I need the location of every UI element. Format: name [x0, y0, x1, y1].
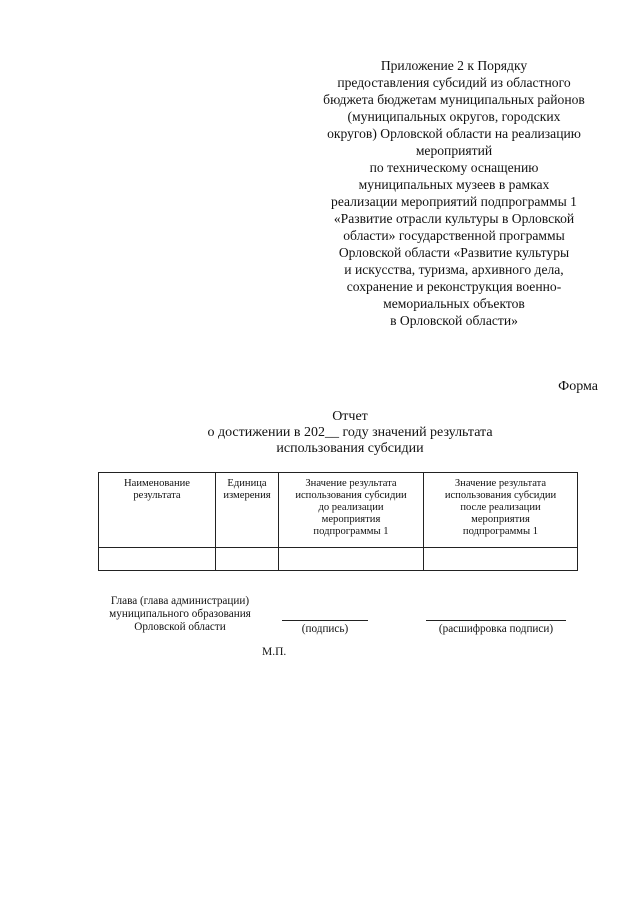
report-title-line: использования субсидии	[276, 441, 424, 456]
appendix-line: Приложение 2 к Порядку	[380, 58, 528, 73]
appendix-line: (муниципальных округов, городских	[347, 109, 561, 124]
appendix-heading	[300, 57, 608, 329]
signature-decoding-caption: (расшифровка подписи)	[438, 623, 554, 635]
appendix-line: муниципальных музеев в рамках	[358, 177, 550, 192]
appendix-line: и искусства, туризма, архивного дела,	[344, 262, 564, 277]
report-title	[150, 409, 550, 457]
appendix-line: по техническому оснащению	[369, 160, 539, 175]
results-table	[98, 472, 578, 571]
header-value-before: Значение результата использования субсидии до реализации мероприятия подпрограммы 1	[279, 473, 424, 548]
table-cell[interactable]	[99, 548, 216, 571]
appendix-line: реализации мероприятий подпрограммы 1	[331, 194, 577, 209]
signatory-line: Глава (глава администрации)	[110, 595, 250, 607]
signature-line[interactable]	[282, 620, 368, 621]
stamp-place: М.П.	[262, 646, 287, 658]
table-cell[interactable]	[279, 548, 424, 571]
appendix-line: мемориальных объектов	[383, 296, 525, 311]
table-cell[interactable]	[424, 548, 578, 571]
report-title-line: о достижении в 202__ году значений результата	[207, 425, 493, 440]
report-title-line: Отчет	[332, 409, 368, 424]
signatory-position	[100, 595, 260, 634]
table-cell[interactable]	[216, 548, 279, 571]
appendix-line: округов) Орловской области на реализацию	[327, 126, 581, 141]
header-result-name: Наименование результата	[99, 473, 216, 548]
signatory-line: муниципального образования	[109, 608, 251, 620]
appendix-line: Орловской области «Развитие культуры	[338, 245, 570, 260]
signature-decoding-line[interactable]	[426, 620, 566, 621]
appendix-line: области» государственной программы	[343, 228, 565, 243]
signature-caption: (подпись)	[301, 623, 349, 635]
appendix-line: бюджета бюджетам муниципальных районов	[323, 92, 585, 107]
form-label: Форма	[558, 379, 598, 394]
table-row	[99, 548, 578, 571]
appendix-line: в Орловской области»	[390, 313, 518, 328]
signatory-line: Орловской области	[134, 621, 226, 633]
appendix-line: «Развитие отрасли культуры в Орловской	[333, 211, 575, 226]
header-unit: Единица измерения	[216, 473, 279, 548]
header-value-after: Значение результата использования субсидии после реализации мероприятия подпрограммы 1	[424, 473, 578, 548]
table-header-row	[99, 473, 578, 548]
appendix-line: мероприятий	[415, 143, 493, 158]
appendix-line: сохранение и реконструкция военно-	[346, 279, 562, 294]
appendix-line: предоставления субсидий из областного	[337, 75, 571, 90]
